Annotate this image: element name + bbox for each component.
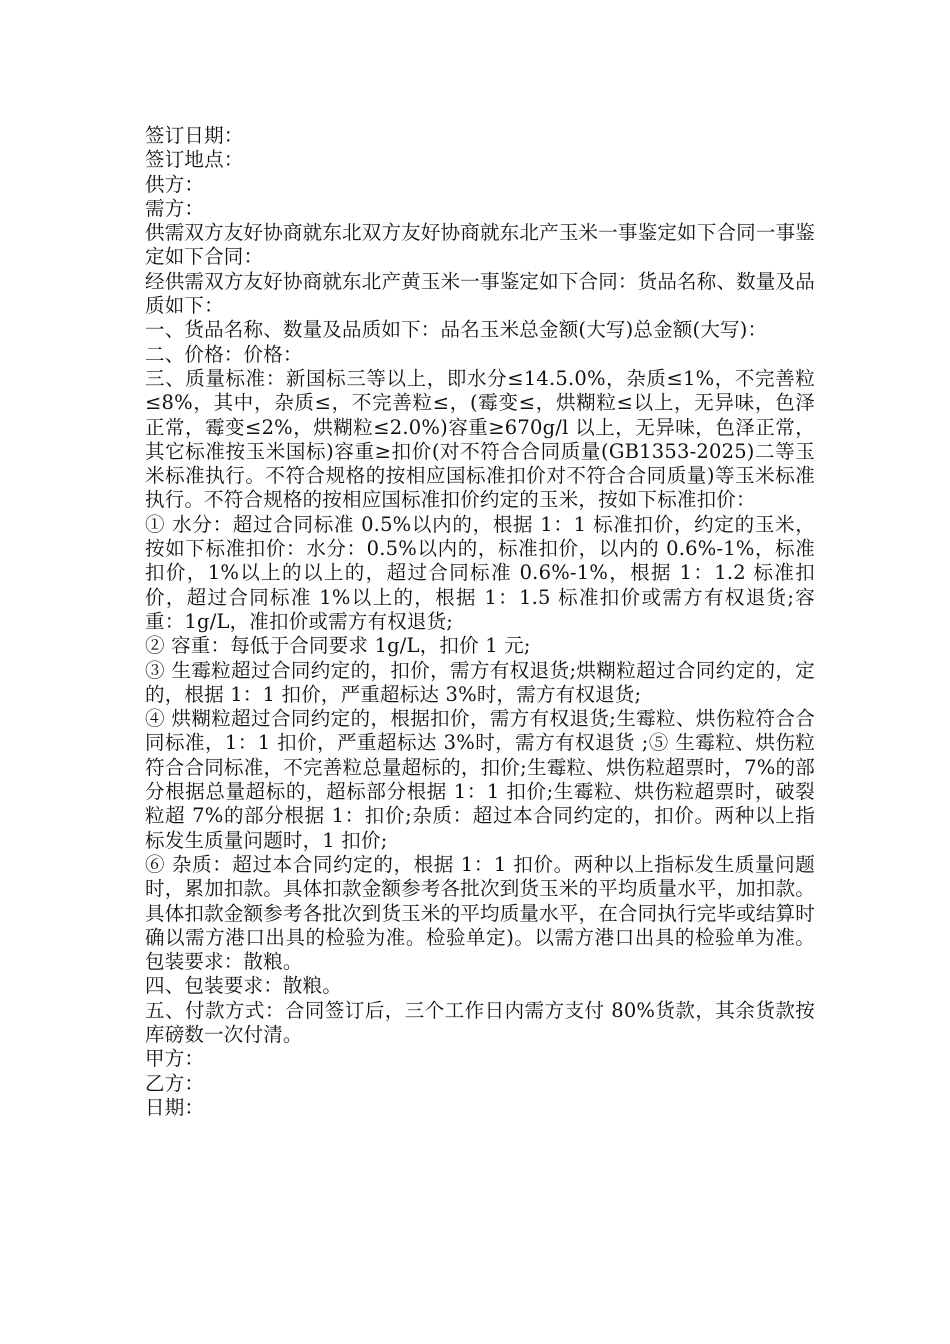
section-payment: 五、付款方式：合同签订后，三个工作日内需方支付 80%货款，其余货款按库磅数一次付清。	[145, 998, 815, 1046]
clause-volume-weight: ② 容重：每低于合同要求 1g/L，扣价 1 元;	[145, 634, 531, 658]
signing-date-line: 签订日期：	[145, 124, 244, 147]
supplier-line: 供方：	[145, 172, 205, 196]
clause-mold: ③ 生霉粒超过合同约定的，扣价，需方有权退货;烘糊粒超过合同约定的，定的，根据 1：1 扣价，严重超标达 3%时，需方有权退货;	[145, 658, 815, 706]
section-packaging: 四、包装要求：散粮。	[145, 974, 343, 998]
clause-moisture: ① 水分：超过合同标准 0.5%以内的，根据 1：1 标准扣价，约定的玉米，按如下标准扣价：水分：0.5%以内的，标准扣价，以内的 0.6%-1%，标准扣价，1%以上的以上的，超过合同标准 0.6%-1%，根据 1：1.2 标准扣价，超过合同标准 1%以上的，根据 1：1.5 标准扣价或需方有权退货;容重：1g/L，准扣价或需方有权退货;	[145, 512, 815, 633]
signing-place-line: 签订地点：	[145, 148, 244, 172]
intro-paragraph-2: 经供需双方友好协商就东北产黄玉米一事鉴定如下合同：货品名称、数量及品质如下：	[145, 269, 815, 318]
party-b-line: 乙方：	[145, 1071, 205, 1095]
date-line: 日期：	[145, 1095, 205, 1119]
clause-burnt-kernels: ④ 烘糊粒超过合同约定的，根据扣价，需方有权退货;生霉粒、烘伤粒符合合同标准，1：1 扣价，严重超标达 3%时，需方有权退货 ;⑤ 生霉粒、烘伤粒符合合同标准，不完善粒总量超标的，扣价;生霉粒、烘伤粒超票时，7%的部分根据总量超标的，超标部分根据 1：1 扣价;生霉粒、烘伤粒超票时，破裂粒超 7%的部分根据 1：扣价;杂质：超过本合同约定的，扣价。两种以上指标发生质量问题时，1 扣价;	[145, 707, 815, 852]
buyer-line: 需方：	[145, 196, 205, 220]
section-quality: 三、质量标准：新国标三等以上，即水分≤14.5.0%，杂质≤1%，不完善粒≤8%，其中，杂质≤，不完善粒≤，(霉变≤，烘糊粒≤以上，无异味，色泽正常，霉变≤2%，烘糊粒≤2.0%)容重≥670g/l 以上，无异味，色泽正常，其它标准按玉米国标)容重≥扣价(对不符合合同质量(GB1353-2025)二等玉米标准执行。不符合规格的按相应国标准扣价对不符合合同质量)等玉米标准执行。不符合规格的按相应国标准扣价约定的玉米，按如下标准扣价：	[145, 366, 815, 512]
clause-impurities: ⑥ 杂质：超过本合同约定的，根据 1：1 扣价。两种以上指标发生质量问题时，累加扣款。具体扣款金额参考各批次到货玉米的平均质量水平，加扣款。具体扣款金额参考各批次到货玉米的平均质量水平，在合同执行完毕或结算时确以需方港口出具的检验为准。检验单定)。以需方港口出具的检验单为准。包装要求：散粮。	[145, 852, 815, 974]
intro-paragraph: 供需双方友好协商就东北双方友好协商就东北产玉米一事鉴定如下合同一事鉴定如下合同：	[145, 221, 815, 269]
party-a-line: 甲方：	[145, 1047, 205, 1071]
section-goods: 一、货品名称、数量及品质如下：品名玉米总金额(大写)总金额(大写)：	[145, 318, 768, 342]
contract-body	[145, 124, 815, 1120]
section-price: 二、价格：价格：	[145, 342, 303, 366]
